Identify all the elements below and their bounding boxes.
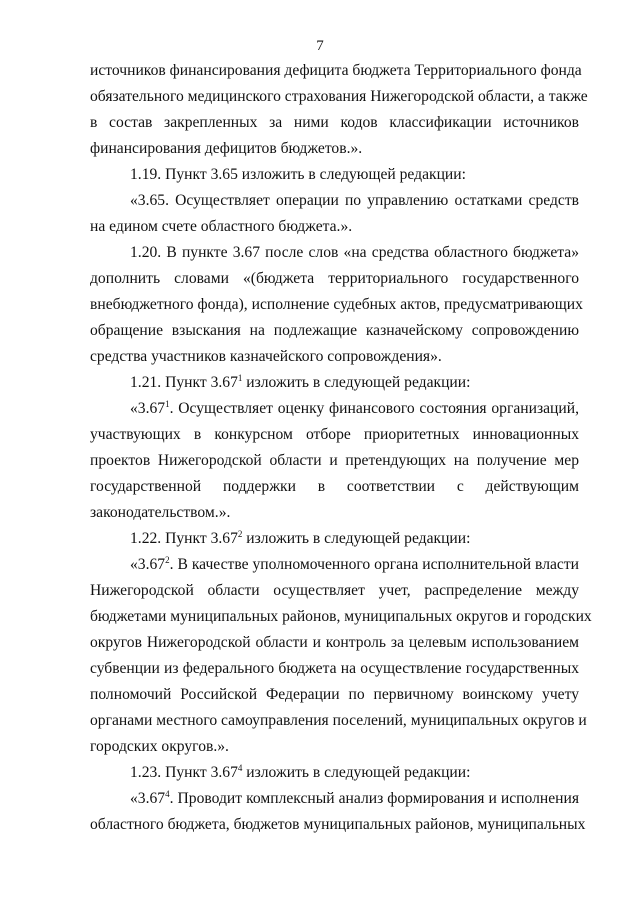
page-number: 7: [316, 38, 324, 54]
item-heading: 1.21. Пункт 3.67$^1$ изложить в следующей редакции:: [130, 373, 471, 391]
text-line: городских округов.».: [90, 738, 229, 755]
item-heading: 1.22. Пункт 3.67$^2$ изложить в следующей редакции:: [130, 529, 471, 547]
text-line: областного бюджета, бюджетов муниципальных районов, муниципальных: [90, 816, 586, 833]
text-line: Нижегородской области осуществляет учет, распределение между: [90, 582, 579, 599]
superscript: 2: [165, 555, 170, 565]
text-line: государственной поддержки в соответствии с действующим: [90, 478, 579, 495]
text-line: внебюджетного фонда), исполнение судебных актов, предусматривающих: [90, 296, 583, 313]
superscript: 2: [237, 529, 243, 539]
text-line: средства участников казначейского сопровождения».: [90, 348, 442, 365]
text-line: участвующих в конкурсном отборе приоритетных инновационных: [90, 426, 579, 443]
item-heading: 1.20. В пункте 3.67 после слов «на средства областного бюджета»: [130, 244, 579, 261]
text-line: бюджетами муниципальных районов, муниципальных округов и городских: [90, 608, 592, 625]
text-line: субвенции из федерального бюджета на осуществление государственных: [90, 660, 579, 677]
superscript: 4: [165, 789, 170, 799]
text-line: обязательного медицинского страхования Нижегородской области, а также: [90, 88, 588, 105]
text-line: органами местного самоуправления поселений, муниципальных округов и: [90, 712, 587, 729]
text-line: полномочий Российской Федерации по первичному воинскому учету: [90, 686, 579, 703]
quote-line: «3.65. Осуществляет операции по управлению остатками средств: [130, 192, 579, 209]
text-line: обращение взыскания на подлежащие казначейскому сопровождению: [90, 322, 579, 339]
quote-line: «3.67$^4$. Проводит комплексный анализ формирования и исполнения: [130, 789, 579, 807]
text-line: на едином счете областного бюджета.».: [90, 218, 353, 235]
quote-line: «3.67$^2$. В качестве уполномоченного органа исполнительной власти: [130, 555, 579, 573]
text-line: дополнить словами «(бюджета территориального государственного: [90, 270, 579, 287]
text-line: округов Нижегородской области и контроль за целевым использованием: [90, 634, 579, 651]
quote-line: «3.67$^1$. Осуществляет оценку финансового состояния организаций,: [130, 399, 579, 417]
text-line: проектов Нижегородской области и претендующих на получение мер: [90, 452, 579, 469]
superscript: 4: [237, 763, 243, 773]
superscript: 1: [237, 373, 243, 383]
item-heading: 1.19. Пункт 3.65 изложить в следующей редакции:: [130, 166, 466, 183]
item-heading: 1.23. Пункт 3.67$^4$ изложить в следующей редакции:: [130, 763, 471, 781]
text-line: источников финансирования дефицита бюджета Территориального фонда: [90, 62, 582, 79]
superscript: 1: [165, 399, 170, 409]
text-line: законодательством.».: [90, 504, 231, 521]
text-line: финансирования дефицитов бюджетов.».: [90, 140, 363, 157]
text-line: в состав закрепленных за ними кодов классификации источников: [90, 114, 579, 131]
